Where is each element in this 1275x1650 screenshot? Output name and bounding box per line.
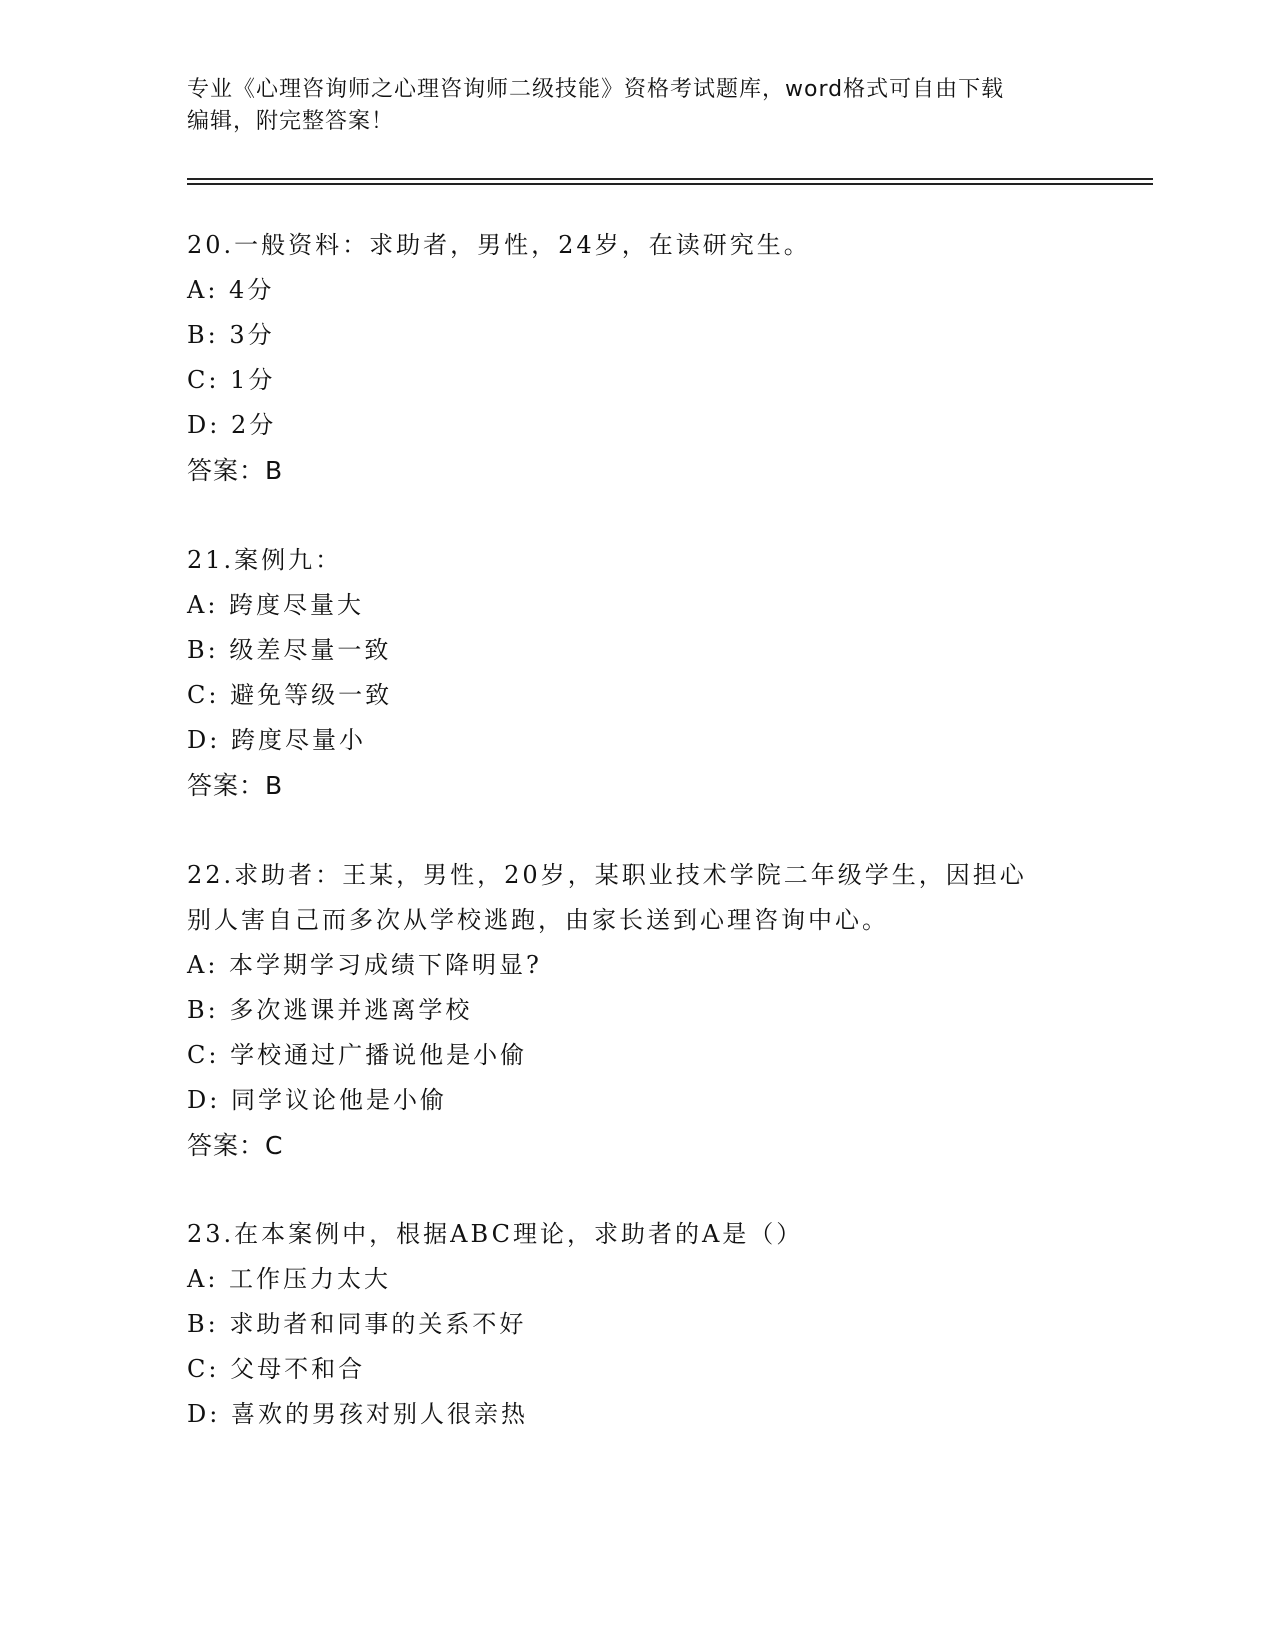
option-b: B: 多次逃课并逃离学校 (187, 996, 473, 1024)
question-text-line-1: 22.求助者：王某，男性，20岁，某职业技术学院二年级学生，因担心 (187, 861, 1027, 889)
option-d: D: 2分 (187, 411, 277, 439)
question-21 (187, 538, 1087, 808)
header-divider-top (187, 178, 1153, 180)
option-a: A: 跨度尽量大 (187, 591, 365, 619)
option-c: C: 1分 (187, 366, 276, 394)
answer-label: 答案：B (187, 771, 284, 800)
question-text: 20.一般资料：求助者，男性，24岁，在读研究生。 (187, 231, 811, 259)
question-22 (187, 853, 1087, 1168)
option-d: D: 跨度尽量小 (187, 726, 366, 754)
document-header (187, 74, 1087, 138)
option-b: B: 3分 (187, 321, 275, 349)
option-c: C: 学校通过广播说他是小偷 (187, 1041, 528, 1069)
header-divider-bottom (187, 183, 1153, 185)
question-text: 23.在本案例中，根据ABC理论，求助者的A是（） (187, 1220, 804, 1248)
question-text: 21.案例九： (187, 546, 343, 574)
question-23 (187, 1212, 1087, 1437)
option-c: C: 父母不和合 (187, 1355, 366, 1383)
option-a: A: 本学期学习成绩下降明显? (187, 951, 542, 979)
answer-label: 答案：B (187, 456, 284, 485)
option-a: A: 4分 (187, 276, 275, 304)
header-line-2: 编辑，附完整答案！ (187, 109, 395, 134)
question-text-line-2: 别人害自己而多次从学校逃跑，由家长送到心理咨询中心。 (187, 906, 889, 934)
option-b: B: 求助者和同事的关系不好 (187, 1310, 527, 1338)
answer-label: 答案：C (187, 1131, 284, 1160)
option-d: D: 同学议论他是小偷 (187, 1086, 447, 1114)
option-a: A: 工作压力太大 (187, 1265, 392, 1293)
option-d: D: 喜欢的男孩对别人很亲热 (187, 1400, 528, 1428)
question-20 (187, 223, 1087, 493)
header-line-1: 专业《心理咨询师之心理咨询师二级技能》资格考试题库，word格式可自由下载 (187, 77, 1005, 102)
option-c: C: 避免等级一致 (187, 681, 393, 709)
option-b: B: 级差尽量一致 (187, 636, 392, 664)
